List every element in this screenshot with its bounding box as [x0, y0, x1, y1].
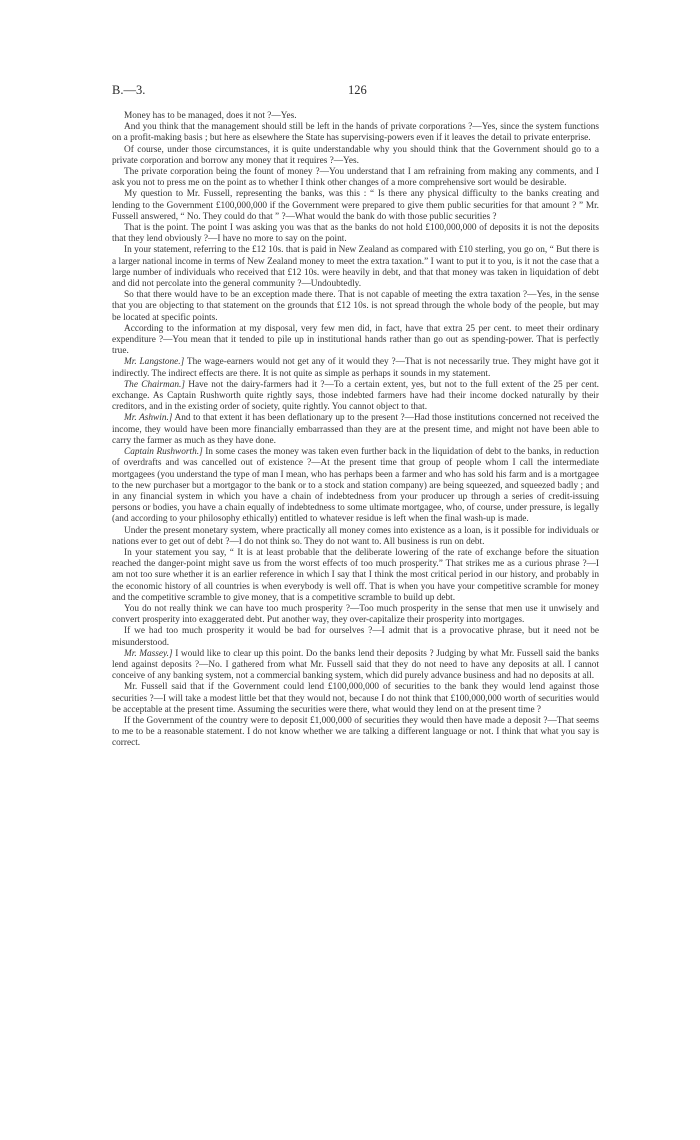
paragraph: Money has to be managed, does it not ?—Yes. [124, 111, 297, 121]
paragraph: The private corporation being the fount of money ?—You understand that I am refraining from making any comments, and I ask you not to press me on the point as to whether I think other changes of a more comprehensive sort would be desirable. [112, 167, 599, 189]
paragraph: Mr. Massey.] I would like to clear up this point. Do the banks lend their deposits ? Judging by what Mr. Fussell said the banks lend against deposits ?—No. I gathered from what Mr. Fussell said that they do not need to have any deposits at all. I cannot conceive of any banking system, not a commercial banking system, which did purely advance business and had no deposits at all. [112, 648, 599, 682]
paragraph: And you think that the management should still be left in the hands of private corporations ?—Yes, since the system functions on a profit-making basis ; but here as elsewhere the State has supervising-powers even if it leaves the detail to private enterprise. [112, 122, 599, 144]
paragraph: In your statement, referring to the £12 10s. that is paid in New Zealand as compared with £10 sterling, you go on, “ But there is a larger national income in terms of New Zealand money to meet the extra taxation.” I want to put it to you, is it not the case that a large number of individuals who received that £12 10s. were heavily in debt, and that that money was taken in liquidation of debt and did not percolate into the general community ?—Undoubtedly. [112, 245, 599, 290]
speaker-name: Mr. Langstone.] [124, 357, 185, 368]
paragraph: My question to Mr. Fussell, representing the banks, was this : “ Is there any physical difficulty to the banks creating and lending to the Government £100,000,000 if the Government were prepared to give them public securities for that amount ? ” Mr. Fussell answered, “ No. They could do that ” ?—What would the bank do with those public securities ? [112, 189, 599, 222]
paragraph: Captain Rushworth.] In some cases the money was taken even further back in the liquidation of debt to the banks, in reduction of overdrafts and was cancelled out of existence ?—At the present time that group of people whom I call the intermediate mortgagees (you understand the type of man I mean, who has perhaps been a farmer and who has sold his farm and is a mortgagee to the new purchaser but a mortgagor to the bank or to a stock and station company) are being squeezed, and squeezed badly ; and in any financial system in which you have a chain of indebtedness from your producer up through a series of credit-issuing persons or bodies, you have a chain equally of indebtedness to some ultimate mortgagee, who, of course, under pressure, is legally (and according to your philosophy ethically) entitled to whatever residue is left when the final wash-up is made. [112, 447, 599, 525]
paragraph: In your statement you say, “ It is at least probable that the deliberate lowering of the rate of exchange before the situation reached the danger-point might save us from the worst effects of too much prosperity.” That strikes me as a curious phrase ?—I am not too sure whether it is an earlier reference in which I say that I think the most critical period in our history, and probably in the economic history of all countries is when everybody is well off. That is when you have your competitive scramble for money and the competitive scramble to give money, that is a competitive scramble to build up debt. [112, 547, 599, 603]
paragraph: Mr. Fussell said that if the Government could lend £100,000,000 of securities to the bank they would lend against those securities ?—I will take a modest little bet that they would not, because I do not think that £100,000,000 worth of securities would be acceptable at the present time. Assuming the securities were there, what would they lend on at the present time ? [112, 682, 599, 715]
paragraph: According to the information at my disposal, very few men did, in fact, have that extra 25 per cent. to meet their ordinary expenditure ?—You mean that it tended to pile up in institutional hands rather than go out as spending-power. That is perfectly true. [112, 323, 599, 357]
paragraph: The Chairman.] Have not the dairy-farmers had it ?—To a certain extent, yes, but not to the full extent of the 25 per cent. exchange. As Captain Rushworth quite rightly says, those indebted farmers have had their income docked naturally by their creditors, and in the existing order of society, quite rightly. You cannot object to that. [112, 379, 599, 413]
paragraph: If the Government of the country were to deposit £1,000,000 of securities they would then have made a deposit ?—That seems to me to be a reasonable statement. I do not know whether we are talking a different language or not. I think that what you say is correct. [112, 715, 599, 749]
paragraph: You do not really think we can have too much prosperity ?—Too much prosperity in the sense that men use it unwisely and convert prosperity into exaggerated debt. Put another way, they over-capitalize their prosperity into mortgages. [112, 603, 599, 626]
page-header [112, 83, 598, 99]
speaker-name: Mr. Ashwin.] [124, 413, 173, 424]
speaker-name: The Chairman.] [124, 379, 185, 390]
document-reference: B.—3. [112, 83, 146, 97]
paragraph: Mr. Ashwin.] And to that extent it has been deflationary up to the present ?—Had those institutions concerned not received the income, they would have been more financially embarrassed than they are at the present time, and might not have been able to carry the farmer as much as they have done. [112, 413, 599, 446]
paragraph: Of course, under those circumstances, it is quite understandable why you should think that the Government should go to a private corporation and borrow any money that it requires ?—Yes. [112, 144, 599, 166]
transcript-body [112, 111, 599, 750]
paragraph: Under the present monetary system, where practically all money comes into existence as a loan, is it possible for individuals or nations ever to get out of debt ?—I do not think so. They do not want to. All business is run on debt. [112, 525, 599, 547]
speaker-name: Mr. Massey.] [124, 648, 173, 659]
speaker-name: Captain Rushworth.] [124, 447, 203, 458]
paragraph: If we had too much prosperity it would be bad for ourselves ?—I admit that is a provocative phrase, but it need not be misunderstood. [112, 626, 599, 648]
page-number: 126 [348, 83, 367, 97]
paragraph: That is the point. The point I was asking you was that as the banks do not hold £100,000,000 of deposits it is not the deposits that they lend obviously ?—I have no more to say on the point. [112, 223, 599, 245]
paragraph: Mr. Langstone.] The wage-earners would not get any of it would they ?—That is not necessarily true. They might have got it indirectly. The indirect effects are there. It is not quite as simple as perhaps it sounds in my statement. [112, 357, 599, 379]
paragraph: So that there would have to be an exception made there. That is not capable of meeting the extra taxation ?—Yes, in the sense that you are objecting to that statement on the grounds that £12 10s. is not spread through the whole body of the people, but may be located at specific points. [112, 290, 599, 323]
